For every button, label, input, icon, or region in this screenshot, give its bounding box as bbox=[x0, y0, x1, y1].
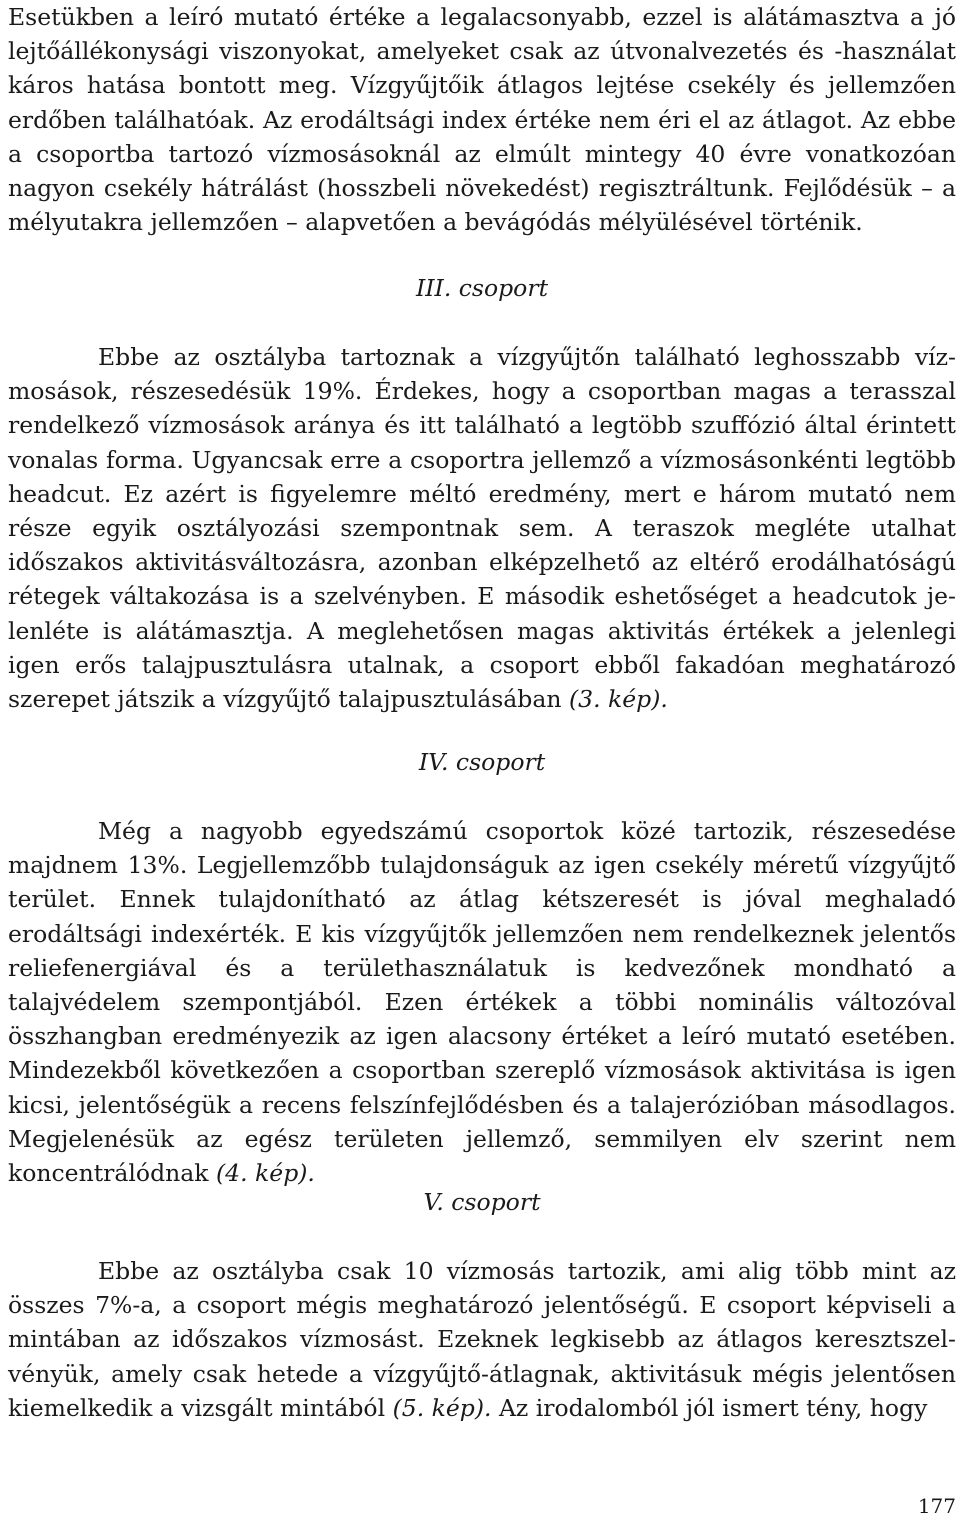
paragraph-group-iii-text: Ebbe az osztályba tartoznak a vízgyűjtőn található leghosszabb vízmosások, részesedésük 19%. Érdekes, hogy a csoportban magas a terasszal rendelkező vízmosások aránya és itt található a legtöbb szuffózió által érintett vonalas forma. Ugyancsak erre a csoportra jellemző a vízmosásonkénti legtöbb headcut. Ez azért is figyelemre méltó eredmény, mert e három mutató nem része egyik osztályozási szempontnak sem. A teraszok megléte utalhat időszakos aktivitásváltozásra, azonban elképzelhető az eltérő erodálhatóságú rétegek váltakozása is a szelvényben. E második eshetőséget a headcutok jelenléte is alátámasztja. A meglehetősen magas aktivitás értékek a jelenlegi igen erős talajpusztulásra utalnak, a csoport ebből fakadóan meghatározó szerepet játszik a vízgyűjtő talajpusztulásában bbox=[8, 343, 956, 714]
section-heading-iii: III. csoport bbox=[415, 274, 549, 302]
paragraph-group-v-text: Ebbe az osztályba csak 10 vízmosás tartozik, ami alig több mint az összes 7%-a, a csoport mégis meghatározó jelentőségű. E csoport képviseli a mintában az időszakos vízmosást. Ezeknek legkisebb az átlagos keresztszelvényük, amely csak hetede a vízgyűjtő-átlagnak, aktivitásuk mégis jelentősen kiemelkedik a vizsgált mintából bbox=[8, 1257, 956, 1422]
section-heading-iv: IV. csoport bbox=[418, 748, 546, 776]
paragraph-group-iv bbox=[8, 814, 956, 1190]
intro-paragraph: Esetükben a leíró mutató értéke a legalacsonyabb, ezzel is alátámasztva a jó lejtőállékonysági viszonyokat, amelyeket csak az útvonalvezetés és -használat káros hatása bontott meg. Vízgyűjtőik átlagos lejtése csekély és jellemzően erdőben találhatóak. Az erodáltsági index értéke nem éri el az átlagot. Az ebbe a csoportba tartozó vízmosásoknál az elmúlt mintegy 40 évre vonatkozóan nagyon csekély hátrálást (hosszbeli növekedést) regisztráltunk. Fejlődésük – a mélyutakra jellemzően – alapvetően a bevágódás mélyülésével történik. bbox=[8, 3, 956, 237]
figure-reference-5: (5. kép). bbox=[392, 1393, 492, 1422]
paragraph-group-iii bbox=[8, 340, 956, 716]
paragraph-group-iv-text: Még a nagyobb egyedszámú csoportok közé tartozik, részesedése majdnem 13%. Legjellemzőbb tulajdonságuk az igen csekély méretű vízgyűjtő terület. Ennek tulajdonítható az átlag kétszeresét is jóval meghaladó erodáltsági indexérték. E kis vízgyűjtők jellemzően nem rendelkeznek jelentős reliefenergiával és a területhasználatuk is kedvezőnek mondható a talajvédelem szempontjából. Ezen értékek a többi nominális változóval összhangban eredményezik az igen alacsony értéket a leíró mutató esetében. Mindezekből következően a csoportban szereplő vízmosások aktivitása is igen kicsi, jelentőségük a recens felszínfejlődésben és a talajerózióban másodlagos. Megjelenésük az egész területen jellemző, semmilyen elv szerint nem koncentrálódnak bbox=[8, 817, 956, 1188]
section-heading-v: V. csoport bbox=[423, 1188, 541, 1216]
figure-reference-4: (4. kép). bbox=[216, 1159, 315, 1188]
figure-reference-3: (3. kép). bbox=[568, 685, 668, 714]
paragraph-group-v-tail: Az irodalomból jól ismert tény, hogy bbox=[491, 1393, 928, 1422]
paragraph-group-v bbox=[8, 1254, 956, 1425]
page-number: 177 bbox=[917, 1494, 956, 1518]
